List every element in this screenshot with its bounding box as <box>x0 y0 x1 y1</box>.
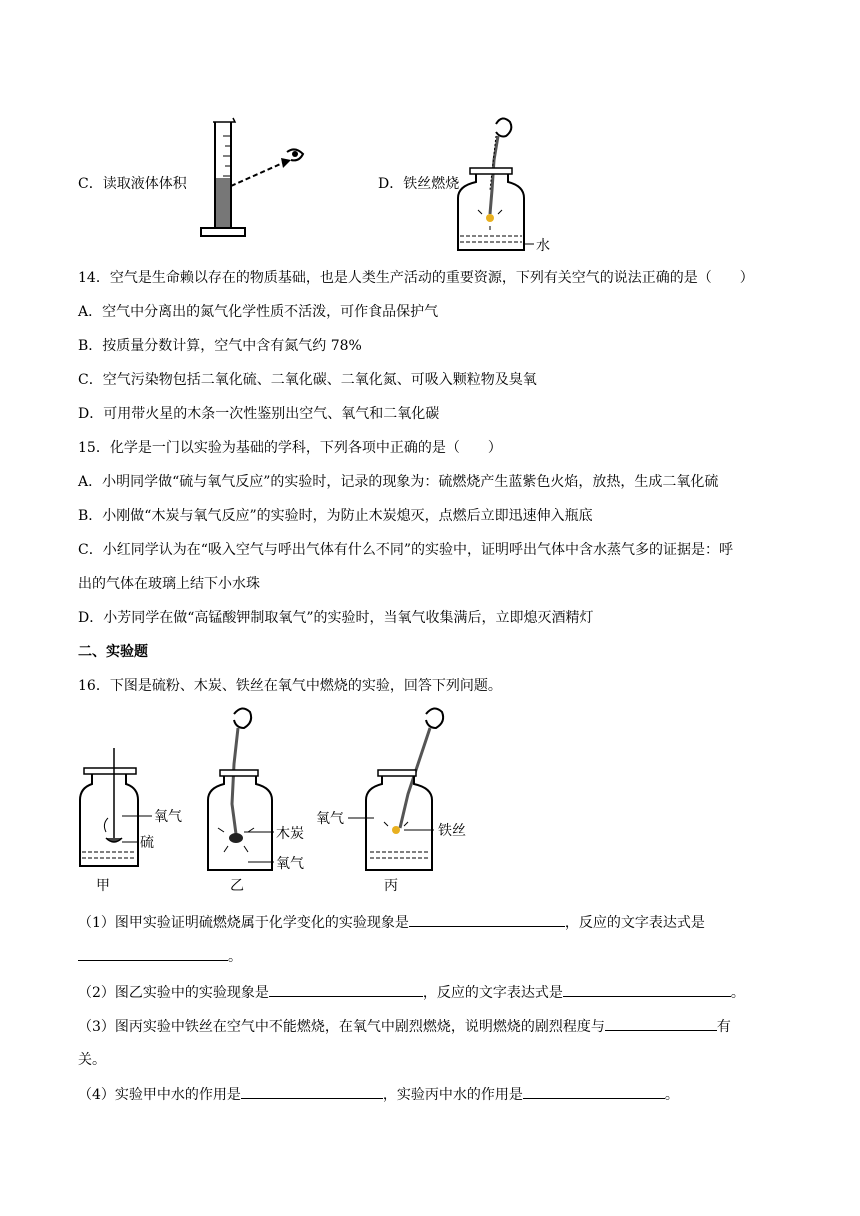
q14-option-d: D．可用带火星的木条一次性鉴别出空气、氧气和二氧化碳 <box>78 406 440 422</box>
q15-stem: 15．化学是一门以实验为基础的学科，下列各项中正确的是（ ） <box>78 440 502 456</box>
label-jia: 甲 <box>96 878 110 894</box>
q16-sub2-text-b: ，反应的文字表达式是 <box>422 985 563 1001</box>
answer-blank-2b[interactable] <box>563 982 731 997</box>
q16-sub3-text-b: 有 <box>716 1019 731 1035</box>
bottle-bing <box>316 708 466 894</box>
iron-wire-bottle-figure <box>436 110 556 262</box>
q16-sub1-line2 <box>78 946 242 967</box>
q16-sub4-end: 。 <box>664 1087 679 1103</box>
q16-stem: 16．下图是硫粉、木炭、铁丝在氧气中燃烧的实验，回答下列问题。 <box>78 678 502 694</box>
q16-sub4-text: （4）实验甲中水的作用是 <box>78 1087 241 1103</box>
answer-blank-1a[interactable] <box>409 912 565 927</box>
q16-sub3-end: 关。 <box>78 1052 106 1068</box>
q13-option-d: D．铁丝燃烧 <box>378 176 460 192</box>
q15-option-b: B．小刚做“木炭与氧气反应”的实验时，为防止木炭熄灭，点燃后立即迅速伸入瓶底 <box>78 508 593 524</box>
answer-blank-2a[interactable] <box>269 982 423 997</box>
combustion-experiments-figure <box>78 704 498 900</box>
label-oxygen-bing: 氧气 <box>316 811 344 827</box>
bottle-yi <box>208 708 304 894</box>
water-label: 水 <box>536 238 550 254</box>
q16-sub1-text: （1）图甲实验证明硫燃烧属于化学变化的实验现象是 <box>78 915 409 931</box>
label-oxygen-jia: 氧气 <box>154 809 182 825</box>
section-title: 二、实验题 <box>78 644 148 660</box>
answer-blank-4a[interactable] <box>241 1084 383 1099</box>
q16-sub3-line2 <box>78 1050 106 1070</box>
q14-option-b: B．按质量分数计算，空气中含有氮气约 78% <box>78 338 362 354</box>
label-charcoal: 木炭 <box>276 826 304 842</box>
q16-sub1-text-b: ，反应的文字表达式是 <box>564 915 705 931</box>
q14-stem: 14．空气是生命赖以存在的物质基础，也是人类生产活动的重要资源，下列有关空气的说法正确的是（ ） <box>78 270 754 286</box>
label-iron-wire: 铁丝 <box>438 823 466 839</box>
answer-blank-4b[interactable] <box>523 1084 665 1099</box>
q16-sub4 <box>78 1084 679 1105</box>
q16-sub1 <box>78 912 705 933</box>
q15-option-d: D．小芳同学在做“高锰酸钾制取氧气”的实验时，当氧气收集满后，立即熄灭酒精灯 <box>78 610 594 626</box>
graduated-cylinder-figure <box>195 116 325 244</box>
q13-option-c: C．读取液体体积 <box>78 176 187 192</box>
q16-sub3 <box>78 1016 731 1037</box>
answer-blank-1b[interactable] <box>78 946 228 961</box>
q15-option-a: A．小明同学做“硫与氧气反应”的实验时，记录的现象为：硫燃烧产生蓝紫色火焰，放热，生成二氧化硫 <box>78 474 719 490</box>
q15-option-c-cont: 出的气体在玻璃上结下小水珠 <box>78 576 260 592</box>
label-sulfur: 硫 <box>140 835 154 851</box>
q16-sub2-end: 。 <box>730 985 745 1001</box>
q16-sub4-text-b: ，实验丙中水的作用是 <box>382 1087 523 1103</box>
q16-sub2 <box>78 982 745 1003</box>
label-yi: 乙 <box>230 878 244 894</box>
q14-option-a: A．空气中分离出的氮气化学性质不活泼，可作食品保护气 <box>78 304 439 320</box>
label-bing: 丙 <box>384 878 398 894</box>
q15-option-c: C．小红同学认为在“吸入空气与呼出气体有什么不同”的实验中，证明呼出气体中含水蒸气多的证据是：呼 <box>78 542 734 558</box>
q16-sub1-end: 。 <box>228 949 242 965</box>
q14-option-c: C．空气污染物包括二氧化硫、二氧化碳、二氧化氮、可吸入颗粒物及臭氧 <box>78 372 537 388</box>
q16-sub3-text: （3）图丙实验中铁丝在空气中不能燃烧，在氧气中剧烈燃烧，说明燃烧的剧烈程度与 <box>78 1019 605 1035</box>
answer-blank-3[interactable] <box>605 1016 717 1031</box>
label-oxygen-yi: 氧气 <box>276 856 304 872</box>
q16-sub2-text: （2）图乙实验中的实验现象是 <box>78 985 269 1001</box>
bottle-jia <box>80 748 182 894</box>
